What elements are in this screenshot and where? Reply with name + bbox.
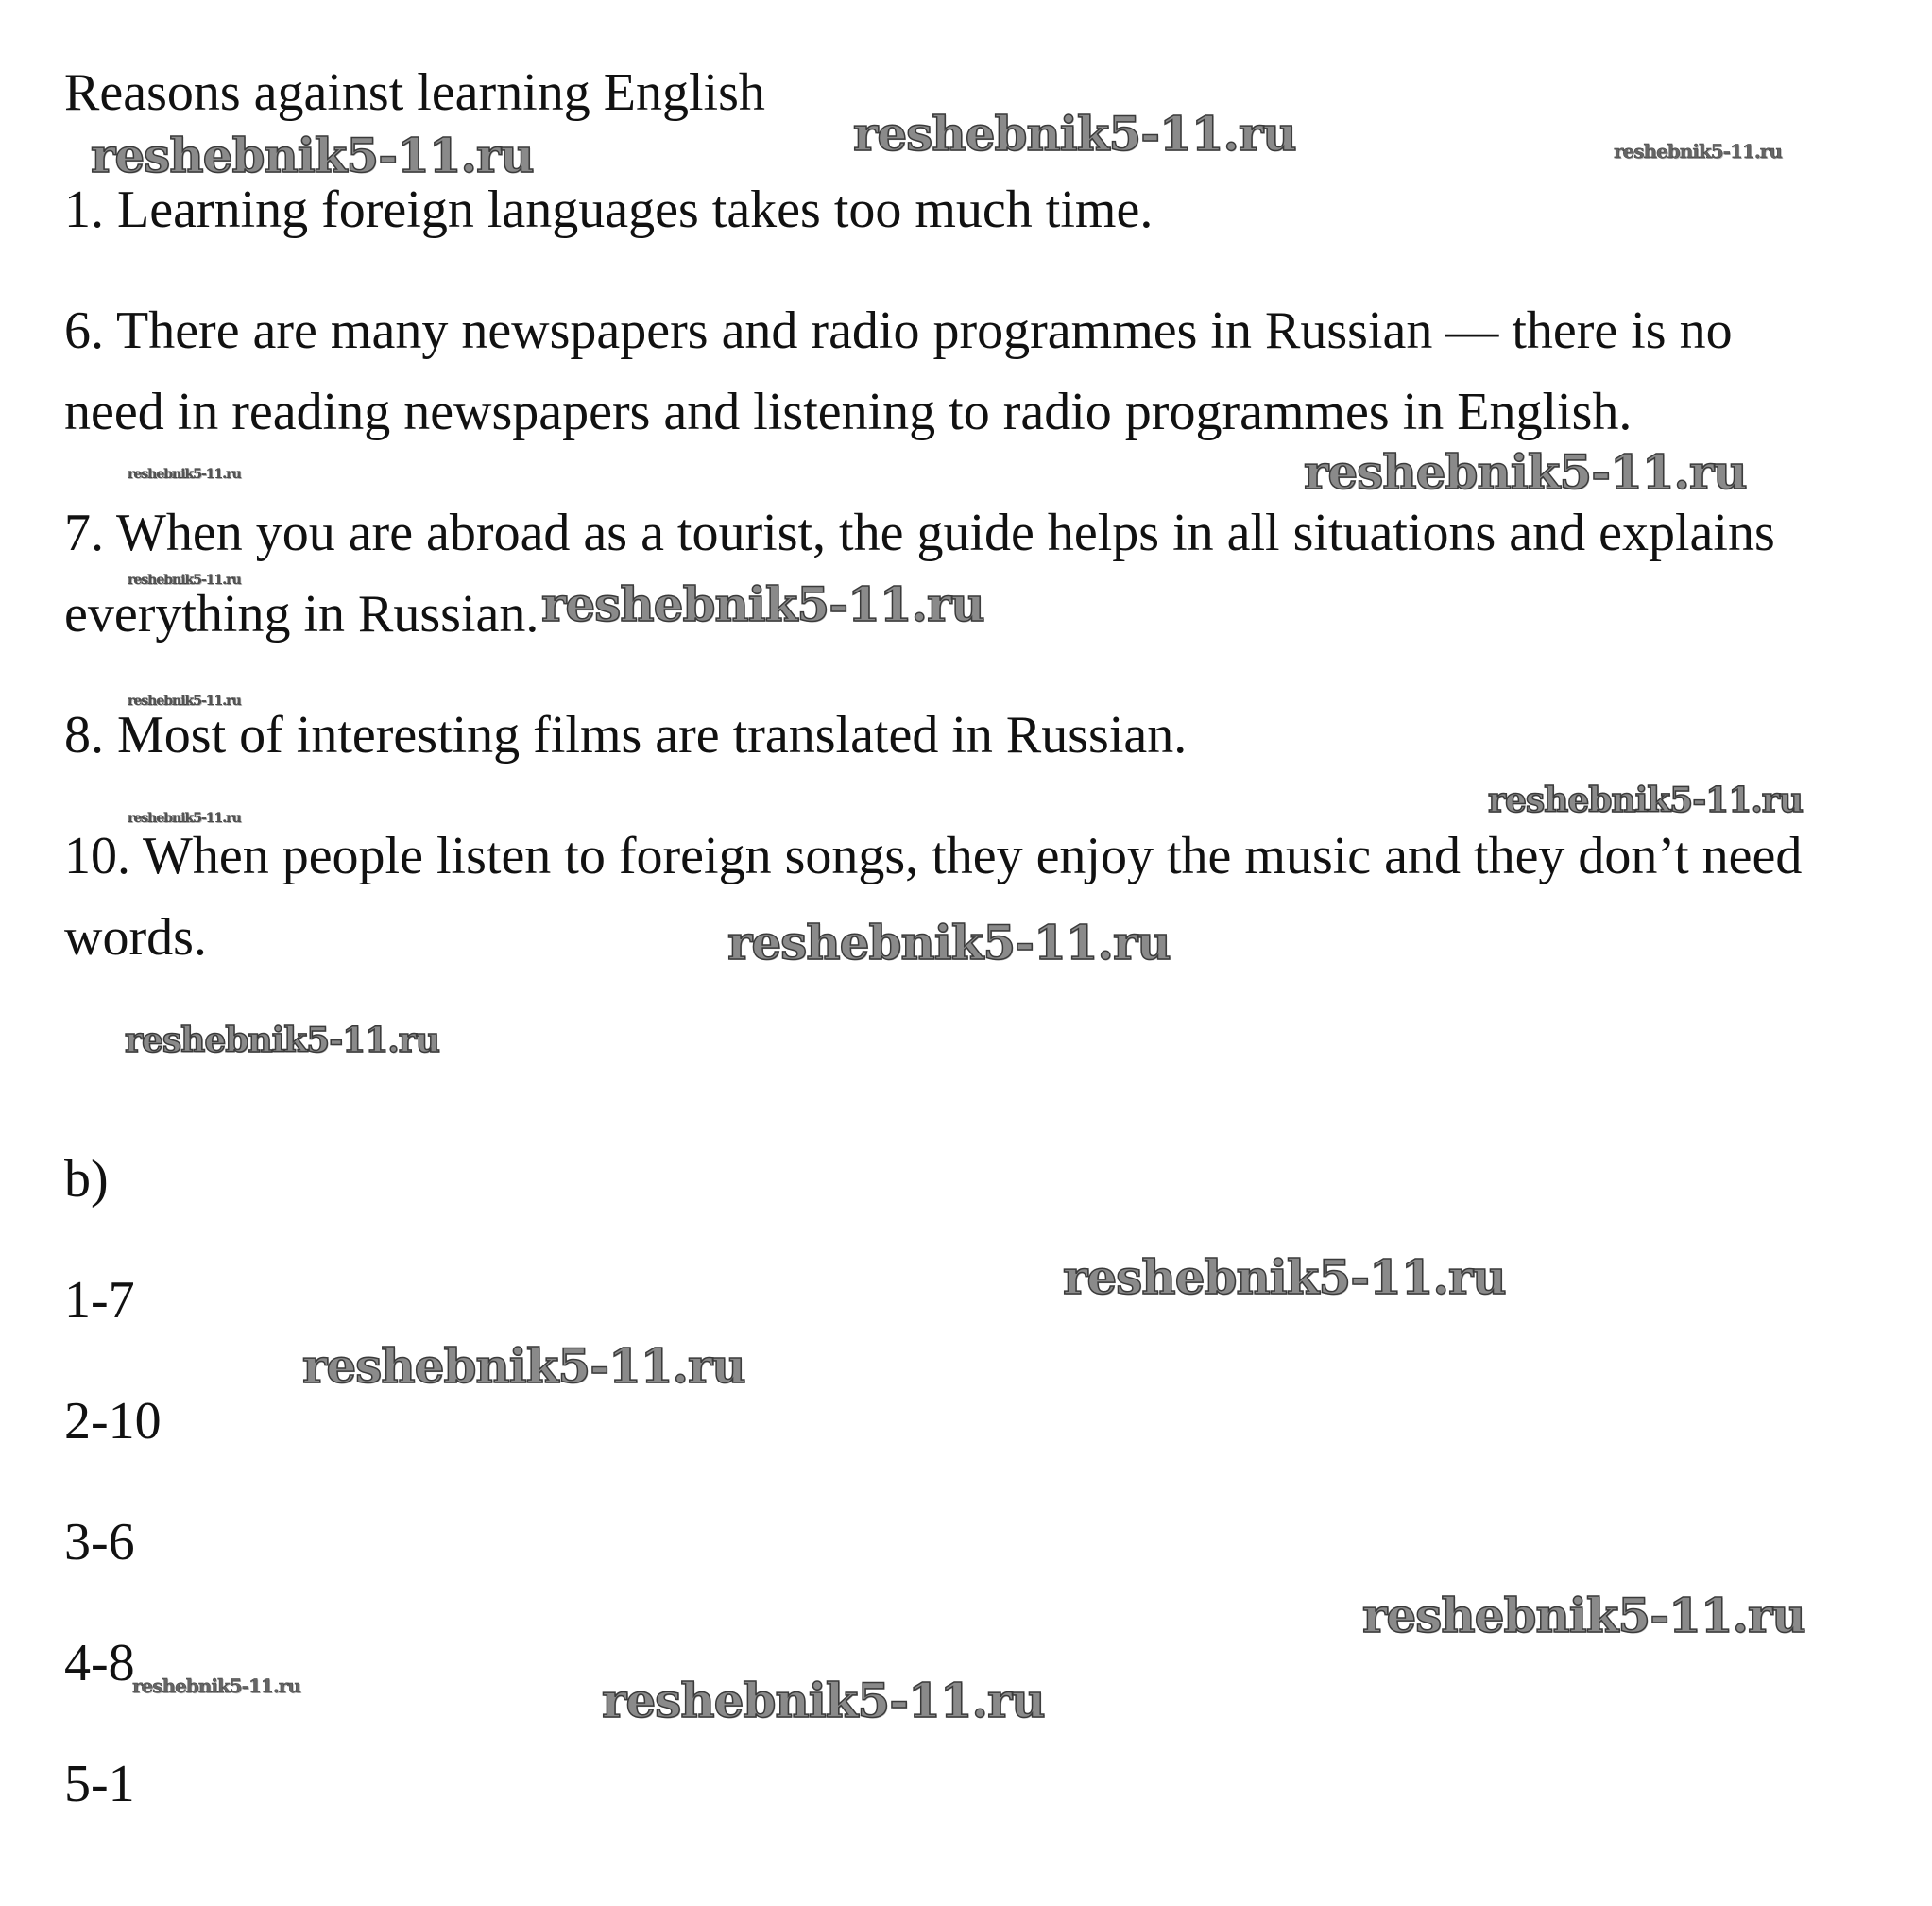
watermark-stamp: reshebnik5-11.ru (1304, 444, 1747, 500)
watermark-stamp: reshebnik5-11.ru (541, 576, 984, 632)
reason-6-line-1: 6. There are many newspapers and radio programmes in Russian — there is no (64, 301, 1733, 360)
watermark-stamp: reshebnik5-11.ru (128, 694, 241, 709)
watermark-stamp: reshebnik5-11.ru (602, 1673, 1045, 1728)
section-b-label: b) (64, 1150, 109, 1209)
watermark-stamp: reshebnik5-11.ru (727, 915, 1171, 970)
watermark-stamp: reshebnik5-11.ru (128, 573, 241, 588)
watermark-stamp: reshebnik5-11.ru (1362, 1588, 1805, 1643)
match-pair: 5-1 (64, 1755, 135, 1813)
reason-7-line-2: everything in Russian. (64, 585, 539, 644)
watermark-stamp: reshebnik5-11.ru (302, 1338, 745, 1394)
watermark-stamp: reshebnik5-11.ru (1488, 781, 1803, 820)
reason-6-line-2: need in reading newspapers and listening to radio programmes in English. (64, 383, 1633, 441)
watermark-stamp: reshebnik5-11.ru (132, 1674, 300, 1697)
watermark-stamp: reshebnik5-11.ru (128, 811, 241, 826)
watermark-stamp: reshebnik5-11.ru (128, 467, 241, 482)
watermark-stamp: reshebnik5-11.ru (125, 1021, 439, 1060)
reason-10-line-2: words. (64, 908, 207, 967)
reason-1: 1. Learning foreign languages takes too much time. (64, 180, 1154, 239)
watermark-stamp: reshebnik5-11.ru (1614, 140, 1782, 163)
match-pair: 1-7 (64, 1271, 135, 1330)
page-heading: Reasons against learning English (64, 63, 765, 122)
reason-10-line-1: 10. When people listen to foreign songs, they enjoy the music and they don’t need (64, 827, 1803, 885)
match-pair: 3-6 (64, 1513, 135, 1571)
watermark-stamp: reshebnik5-11.ru (853, 106, 1296, 162)
match-pair: 4-8 (64, 1634, 135, 1692)
reason-8: 8. Most of interesting films are translated in Russian. (64, 706, 1188, 764)
watermark-stamp: reshebnik5-11.ru (1063, 1249, 1506, 1305)
watermark-stamp: reshebnik5-11.ru (91, 128, 534, 183)
match-pair: 2-10 (64, 1392, 162, 1451)
reason-7-line-1: 7. When you are abroad as a tourist, the guide helps in all situations and explains (64, 504, 1775, 562)
